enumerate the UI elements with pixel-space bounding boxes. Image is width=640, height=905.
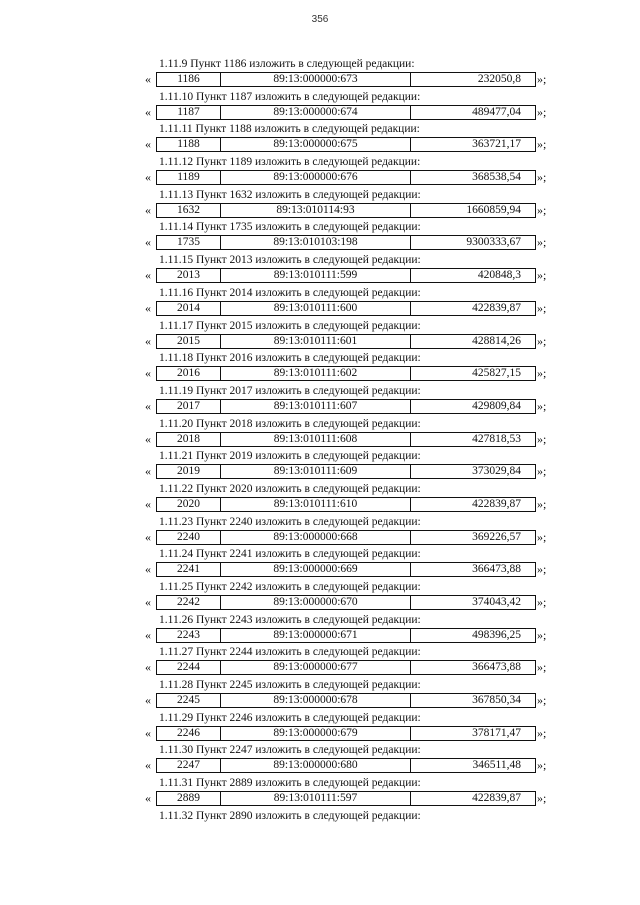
- value-cell: 232050,8: [477, 73, 521, 85]
- item-number-cell: 2240: [157, 531, 221, 544]
- amendment-entry: [0, 90, 640, 123]
- value-cell: 346511,48: [472, 759, 521, 772]
- value-cell: 366473,88: [472, 563, 521, 576]
- item-number-cell: 2015: [157, 335, 221, 348]
- opening-quote: «: [145, 627, 151, 642]
- item-number-cell: 2020: [157, 498, 221, 511]
- amendment-heading: 1.11.13 Пункт 1632 изложить в следующей редакции:: [159, 188, 421, 201]
- amendment-entry: [0, 678, 640, 711]
- table-row-box: [156, 72, 536, 87]
- value-cell: 366473,88: [472, 661, 521, 674]
- table-row-box: [156, 530, 536, 545]
- amendment-entry: [0, 188, 640, 221]
- item-number-cell: 2019: [157, 465, 221, 478]
- amendment-entry: [0, 220, 640, 253]
- item-number-cell: 2889: [157, 792, 221, 805]
- value-cell: 1660859,94: [466, 203, 521, 216]
- item-number-cell: 1632: [157, 204, 221, 217]
- closing-quote: »;: [537, 660, 547, 675]
- page-number: 356: [311, 14, 329, 25]
- table-row-box: [156, 497, 536, 512]
- table-row: [145, 693, 585, 708]
- closing-quote: »;: [537, 529, 547, 544]
- table-row-box: [156, 105, 536, 120]
- table-row: [145, 595, 585, 610]
- item-number-cell: 2244: [157, 661, 221, 674]
- closing-quote: »;: [537, 333, 547, 348]
- closing-quote: »;: [537, 137, 547, 152]
- amendment-heading: 1.11.30 Пункт 2247 изложить в следующей редакции:: [159, 744, 421, 757]
- amendment-heading: 1.11.28 Пункт 2245 изложить в следующей редакции:: [159, 679, 421, 692]
- cadastral-number-cell: 89:13:000000:670: [221, 596, 411, 609]
- table-row: [145, 301, 585, 316]
- opening-quote: «: [145, 333, 151, 348]
- closing-quote: »;: [537, 170, 547, 185]
- amendment-heading: 1.11.10 Пункт 1187 изложить в следующей редакции:: [159, 90, 421, 103]
- table-row: [145, 399, 585, 414]
- closing-quote: »;: [537, 595, 547, 609]
- value-cell: 373029,84: [472, 465, 521, 478]
- opening-quote: «: [145, 398, 151, 413]
- closing-quote: »;: [537, 791, 547, 806]
- value-cell: 428814,26: [472, 334, 521, 347]
- item-number-cell: 1186: [157, 73, 221, 86]
- table-row-box: [156, 562, 536, 577]
- amendment-entry: [0, 449, 640, 482]
- table-row-box: [156, 170, 536, 185]
- item-number-cell: 1187: [157, 106, 221, 119]
- item-number-cell: 2246: [157, 727, 221, 740]
- table-row: [145, 366, 585, 381]
- opening-quote: «: [145, 464, 151, 479]
- value-cell: 425827,15: [472, 367, 521, 380]
- cadastral-number-cell: 89:13:010111:607: [221, 400, 411, 413]
- table-row-box: [156, 137, 536, 152]
- value-cell: 374043,42: [472, 596, 521, 608]
- value-cell: 489477,04: [472, 105, 521, 118]
- table-row: [145, 203, 585, 218]
- amendment-entry: [0, 743, 640, 776]
- amendment-entry: [0, 776, 640, 809]
- table-row-box: [156, 399, 536, 414]
- amendments-list: [0, 57, 640, 842]
- amendment-heading: 1.11.25 Пункт 2242 изложить в следующей редакции:: [159, 581, 421, 593]
- table-row-box: [156, 628, 536, 643]
- amendment-heading: 1.11.12 Пункт 1189 изложить в следующей редакции:: [159, 156, 421, 169]
- opening-quote: «: [145, 104, 151, 119]
- closing-quote: »;: [537, 562, 547, 577]
- table-row: [145, 464, 585, 479]
- item-number-cell: 2016: [157, 367, 221, 380]
- opening-quote: «: [145, 758, 151, 773]
- cadastral-number-cell: 89:13:010111:610: [221, 498, 411, 511]
- cadastral-number-cell: 89:13:010111:599: [221, 269, 411, 282]
- closing-quote: »;: [537, 300, 547, 315]
- amendment-entry: [0, 351, 640, 384]
- cadastral-number-cell: 89:13:010111:602: [221, 367, 411, 380]
- opening-quote: «: [145, 137, 151, 152]
- cadastral-number-cell: 89:13:010114:93: [221, 204, 411, 217]
- value-cell: 367850,34: [472, 694, 521, 707]
- amendment-heading: 1.11.24 Пункт 2241 изложить в следующей редакции:: [159, 548, 421, 561]
- closing-quote: »;: [537, 72, 547, 86]
- table-row-box: [156, 432, 536, 447]
- opening-quote: «: [145, 562, 151, 577]
- closing-quote: »;: [537, 104, 547, 119]
- opening-quote: «: [145, 660, 151, 675]
- table-row: [145, 268, 585, 283]
- cadastral-number-cell: 89:13:000000:677: [221, 661, 411, 674]
- item-number-cell: 2242: [157, 596, 221, 609]
- amendment-heading: 1.11.14 Пункт 1735 изложить в следующей редакции:: [159, 221, 421, 234]
- amendment-heading: 1.11.18 Пункт 2016 изложить в следующей редакции:: [159, 352, 421, 365]
- cadastral-number-cell: 89:13:010111:608: [221, 433, 411, 446]
- amendment-entry: [0, 155, 640, 188]
- value-cell: 422839,87: [472, 301, 521, 314]
- amendment-entry: [0, 547, 640, 580]
- amendment-heading: 1.11.22 Пункт 2020 изложить в следующей редакции:: [159, 482, 421, 495]
- amendment-entry: [0, 645, 640, 678]
- opening-quote: «: [145, 725, 151, 740]
- cadastral-number-cell: 89:13:000000:680: [221, 759, 411, 772]
- cadastral-number-cell: 89:13:010111:600: [221, 302, 411, 315]
- opening-quote: «: [145, 791, 151, 806]
- value-cell: 9300333,67: [466, 236, 521, 249]
- table-row: [145, 334, 585, 349]
- table-row-box: [156, 301, 536, 316]
- amendment-heading: 1.11.17 Пункт 2015 изложить в следующей редакции:: [159, 319, 421, 332]
- cadastral-number-cell: 89:13:010111:597: [221, 792, 411, 805]
- closing-quote: »;: [537, 627, 547, 642]
- amendment-heading: 1.11.20 Пункт 2018 изложить в следующей редакции:: [159, 417, 421, 430]
- table-row: [145, 72, 585, 87]
- opening-quote: «: [145, 170, 151, 185]
- amendment-entry: [0, 57, 640, 90]
- cadastral-number-cell: 89:13:000000:671: [221, 629, 411, 642]
- table-row-box: [156, 758, 536, 773]
- table-row: [145, 791, 585, 806]
- table-row-box: [156, 660, 536, 675]
- value-cell: 420848,3: [477, 269, 521, 282]
- amendment-heading: 1.11.21 Пункт 2019 изложить в следующей редакции:: [159, 450, 421, 463]
- item-number-cell: 2018: [157, 433, 221, 446]
- cadastral-number-cell: 89:13:000000:674: [221, 106, 411, 119]
- amendment-entry: [0, 286, 640, 319]
- closing-quote: »;: [537, 464, 547, 479]
- table-row-box: [156, 366, 536, 381]
- amendment-heading: 1.11.29 Пункт 2246 изложить в следующей редакции:: [159, 711, 421, 724]
- table-row: [145, 628, 585, 643]
- opening-quote: «: [145, 595, 151, 609]
- amendment-heading: 1.11.15 Пункт 2013 изложить в следующей редакции:: [159, 254, 421, 267]
- closing-quote: »;: [537, 202, 547, 217]
- table-row: [145, 758, 585, 773]
- opening-quote: «: [145, 529, 151, 544]
- cadastral-number-cell: 89:13:000000:679: [221, 727, 411, 740]
- amendment-heading: 1.11.9 Пункт 1186 изложить в следующей редакции:: [159, 58, 415, 70]
- closing-quote: »;: [537, 366, 547, 381]
- closing-quote: »;: [537, 496, 547, 511]
- amendment-entry: [0, 711, 640, 744]
- amendment-entry: [0, 580, 640, 613]
- table-row: [145, 660, 585, 675]
- opening-quote: «: [145, 431, 151, 446]
- value-cell: 368538,54: [472, 171, 521, 184]
- table-row: [145, 170, 585, 185]
- cadastral-number-cell: 89:13:000000:668: [221, 531, 411, 544]
- table-row-box: [156, 595, 536, 610]
- opening-quote: «: [145, 235, 151, 250]
- value-cell: 429809,84: [472, 399, 521, 412]
- item-number-cell: 2017: [157, 400, 221, 413]
- amendment-entry: [0, 122, 640, 155]
- cadastral-number-cell: 89:13:010111:609: [221, 465, 411, 478]
- table-row-box: [156, 268, 536, 283]
- amendment-heading: 1.11.16 Пункт 2014 изложить в следующей редакции:: [159, 286, 421, 299]
- item-number-cell: 1735: [157, 236, 221, 249]
- table-row-box: [156, 235, 536, 250]
- amendment-heading: 1.11.19 Пункт 2017 изложить в следующей редакции:: [159, 384, 421, 397]
- opening-quote: «: [145, 72, 151, 86]
- amendment-entry: [0, 253, 640, 286]
- cadastral-number-cell: 89:13:000000:673: [221, 73, 411, 86]
- table-row-box: [156, 791, 536, 806]
- closing-quote: »;: [537, 758, 547, 773]
- amendment-heading: 1.11.32 Пункт 2890 изложить в следующей редакции:: [159, 809, 421, 822]
- table-row: [145, 432, 585, 447]
- value-cell: 363721,17: [472, 138, 521, 151]
- table-row-box: [156, 203, 536, 218]
- opening-quote: «: [145, 496, 151, 511]
- amendment-entry: [0, 417, 640, 450]
- item-number-cell: 2013: [157, 269, 221, 282]
- item-number-cell: 2247: [157, 759, 221, 772]
- amendment-heading: 1.11.26 Пункт 2243 изложить в следующей редакции:: [159, 613, 421, 626]
- item-number-cell: 1189: [157, 171, 221, 184]
- table-row: [145, 562, 585, 577]
- closing-quote: »;: [537, 693, 547, 708]
- closing-quote: »;: [537, 268, 547, 283]
- opening-quote: «: [145, 300, 151, 315]
- amendment-heading: 1.11.27 Пункт 2244 изложить в следующей редакции:: [159, 646, 421, 659]
- item-number-cell: 2241: [157, 563, 221, 576]
- closing-quote: »;: [537, 398, 547, 413]
- table-row: [145, 726, 585, 741]
- closing-quote: »;: [537, 431, 547, 446]
- table-row: [145, 137, 585, 152]
- item-number-cell: 2245: [157, 694, 221, 707]
- opening-quote: «: [145, 366, 151, 381]
- item-number-cell: 2014: [157, 302, 221, 315]
- amendment-entry: [0, 319, 640, 352]
- amendment-heading: 1.11.23 Пункт 2240 изложить в следующей редакции:: [159, 515, 421, 528]
- closing-quote: »;: [537, 235, 547, 250]
- closing-quote: »;: [537, 725, 547, 740]
- table-row-box: [156, 464, 536, 479]
- table-row: [145, 530, 585, 545]
- item-number-cell: 1188: [157, 138, 221, 151]
- value-cell: 498396,25: [472, 628, 521, 641]
- value-cell: 369226,57: [472, 530, 521, 543]
- value-cell: 422839,87: [472, 792, 521, 805]
- item-number-cell: 2243: [157, 629, 221, 642]
- amendment-heading: 1.11.31 Пункт 2889 изложить в следующей редакции:: [159, 777, 421, 790]
- opening-quote: «: [145, 268, 151, 283]
- amendment-entry-final: [0, 809, 640, 842]
- value-cell: 427818,53: [472, 432, 521, 445]
- cadastral-number-cell: 89:13:000000:678: [221, 694, 411, 707]
- table-row-box: [156, 334, 536, 349]
- opening-quote: «: [145, 693, 151, 708]
- cadastral-number-cell: 89:13:010103:198: [221, 236, 411, 249]
- table-row: [145, 235, 585, 250]
- amendment-entry: [0, 515, 640, 548]
- table-row: [145, 105, 585, 120]
- amendment-entry: [0, 613, 640, 646]
- cadastral-number-cell: 89:13:000000:669: [221, 563, 411, 576]
- value-cell: 422839,87: [472, 497, 521, 510]
- cadastral-number-cell: 89:13:000000:676: [221, 171, 411, 184]
- table-row-box: [156, 693, 536, 708]
- value-cell: 378171,47: [472, 726, 521, 739]
- opening-quote: «: [145, 202, 151, 217]
- table-row-box: [156, 726, 536, 741]
- amendment-heading: 1.11.11 Пункт 1188 изложить в следующей редакции:: [159, 123, 420, 136]
- table-row: [145, 497, 585, 512]
- amendment-entry: [0, 482, 640, 515]
- cadastral-number-cell: 89:13:010111:601: [221, 335, 411, 348]
- amendment-entry: [0, 384, 640, 417]
- cadastral-number-cell: 89:13:000000:675: [221, 138, 411, 151]
